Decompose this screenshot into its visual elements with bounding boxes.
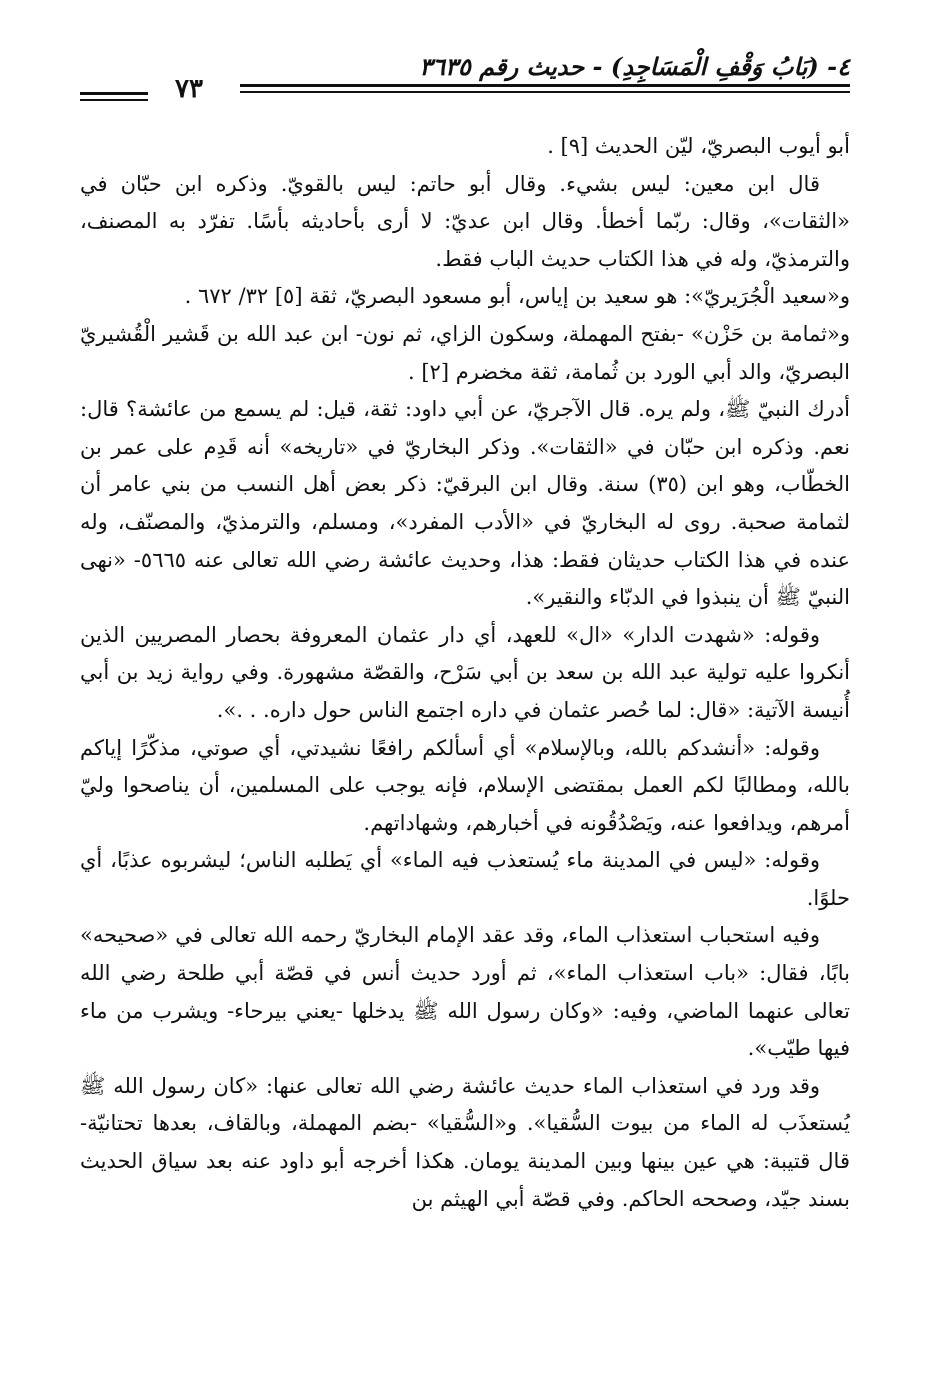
paragraph: وقوله: «أنشدكم بالله، وبالإسلام» أي أسألكم رافعًا نشيدتي، أي صوتي، مذكّرًا إياكم بالله، ومطالبًا لكم العمل بمقتضى الإسلام، فإنه يوجب على المسلمين، أن يناصحوا وليّ أمرهم، ويدافعوا عنه، ويَصْدُقُونه في أخبارهم، وشهاداتهم. bbox=[80, 735, 850, 835]
paragraph: أدرك النبيّ ﷺ، ولم يره. قال الآجريّ، عن أبي داود: ثقة، قيل: لم يسمع من عائشة؟ قال: نعم. وذكره ابن حبّان في «الثقات». وذكر البخاريّ في «تاريخه» أنه قَدِم على عمر بن الخطّاب، وهو ابن (٣٥) سنة. وقال ابن البرقيّ: ذكر بعض أهل النسب من بني عامر أن لثمامة صحبة. روى له البخاريّ في «الأدب المفرد»، ومسلم، والترمذيّ، والمصنّف، وله عنده في هذا الكتاب حديثان فقط: هذا، وحديث عائشة رضي الله تعالى عنه ٥٦٦٥- «نهى النبيّ ﷺ أن ينبذوا في الدبّاء والنقير». bbox=[80, 397, 850, 610]
paragraph: وقوله: «شهدت الدار» «ال» للعهد، أي دار عثمان المعروفة بحصار المصريين الذين أنكروا عليه تولية عبد الله بن سعد بن أبي سَرْح، والقصّة مشهورة. وفي رواية زيد بن أبي أُنيسة الآتية: «قال: لما حُصر عثمان في داره اجتمع الناس حول داره. . .». bbox=[80, 622, 850, 722]
page-header bbox=[80, 52, 850, 107]
paragraph: وقد ورد في استعذاب الماء حديث عائشة رضي الله تعالى عنها: «كان رسول الله ﷺ يُستعذَب له الماء من بيوت السُّقيا». و«السُّقيا» -بضم المهملة، وبالقاف، بعدها تحتانيّة- قال قتيبة: هي عين بينها وبين المدينة يومان. هكذا أخرجه أبو داود عنه بعد سياق الحديث بسند جيّد، وصححه الحاكم. وفي قصّة أبي الهيثم بن bbox=[80, 1073, 850, 1211]
running-title: ٤- (بَابُ وَقْفِ الْمَسَاجِدِ) - حديث رقم ٣٦٣٥ bbox=[419, 52, 850, 81]
body-text bbox=[80, 128, 850, 1218]
paragraph: وفيه استحباب استعذاب الماء، وقد عقد الإمام البخاريّ رحمه الله تعالى في «صحيحه» بابًا، فقال: «باب استعذاب الماء»، ثم أورد حديث أنس في قصّة أبي طلحة رضي الله تعالى عنهما الماضي، وفيه: «وكان رسول الله ﷺ يدخلها -يعني بيرحاء- ويشرب من ماء فيها طيّب». bbox=[80, 923, 850, 1061]
page-number: ٧٣ bbox=[175, 74, 203, 104]
paragraph: وقوله: «ليس في المدينة ماء يُستعذب فيه الماء» أي يَطلبه الناس؛ ليشربوه عذبًا، أي حلوًا. bbox=[80, 848, 850, 910]
paragraph: أبو أيوب البصريّ، ليّن الحديث [٩] . bbox=[547, 134, 850, 158]
header-rule-left bbox=[80, 92, 148, 101]
paragraph: قال ابن معين: ليس بشيء. وقال أبو حاتم: ليس بالقويّ. وذكره ابن حبّان في «الثقات»، وقال: ربّما أخطأ. وقال ابن عديّ: لا أرى بأحاديثه بأسًا. تفرّد به المصنف، والترمذيّ، وله في هذا الكتاب حديث الباب فقط. bbox=[80, 171, 850, 271]
paragraph: و«ثمامة بن حَزْن» -بفتح المهملة، وسكون الزاي، ثم نون- ابن عبد الله بن قَشير الْقُشيريّ البصريّ، والد أبي الورد بن ثُمامة، ثقة مخضرم [٢] . bbox=[80, 321, 850, 384]
paragraph: و«سعيد الْجُرَيريّ»: هو سعيد بن إياس، أبو مسعود البصريّ، ثقة [٥] ٣٢/ ٦٧٢ . bbox=[184, 284, 850, 309]
header-rule-right bbox=[240, 84, 850, 93]
